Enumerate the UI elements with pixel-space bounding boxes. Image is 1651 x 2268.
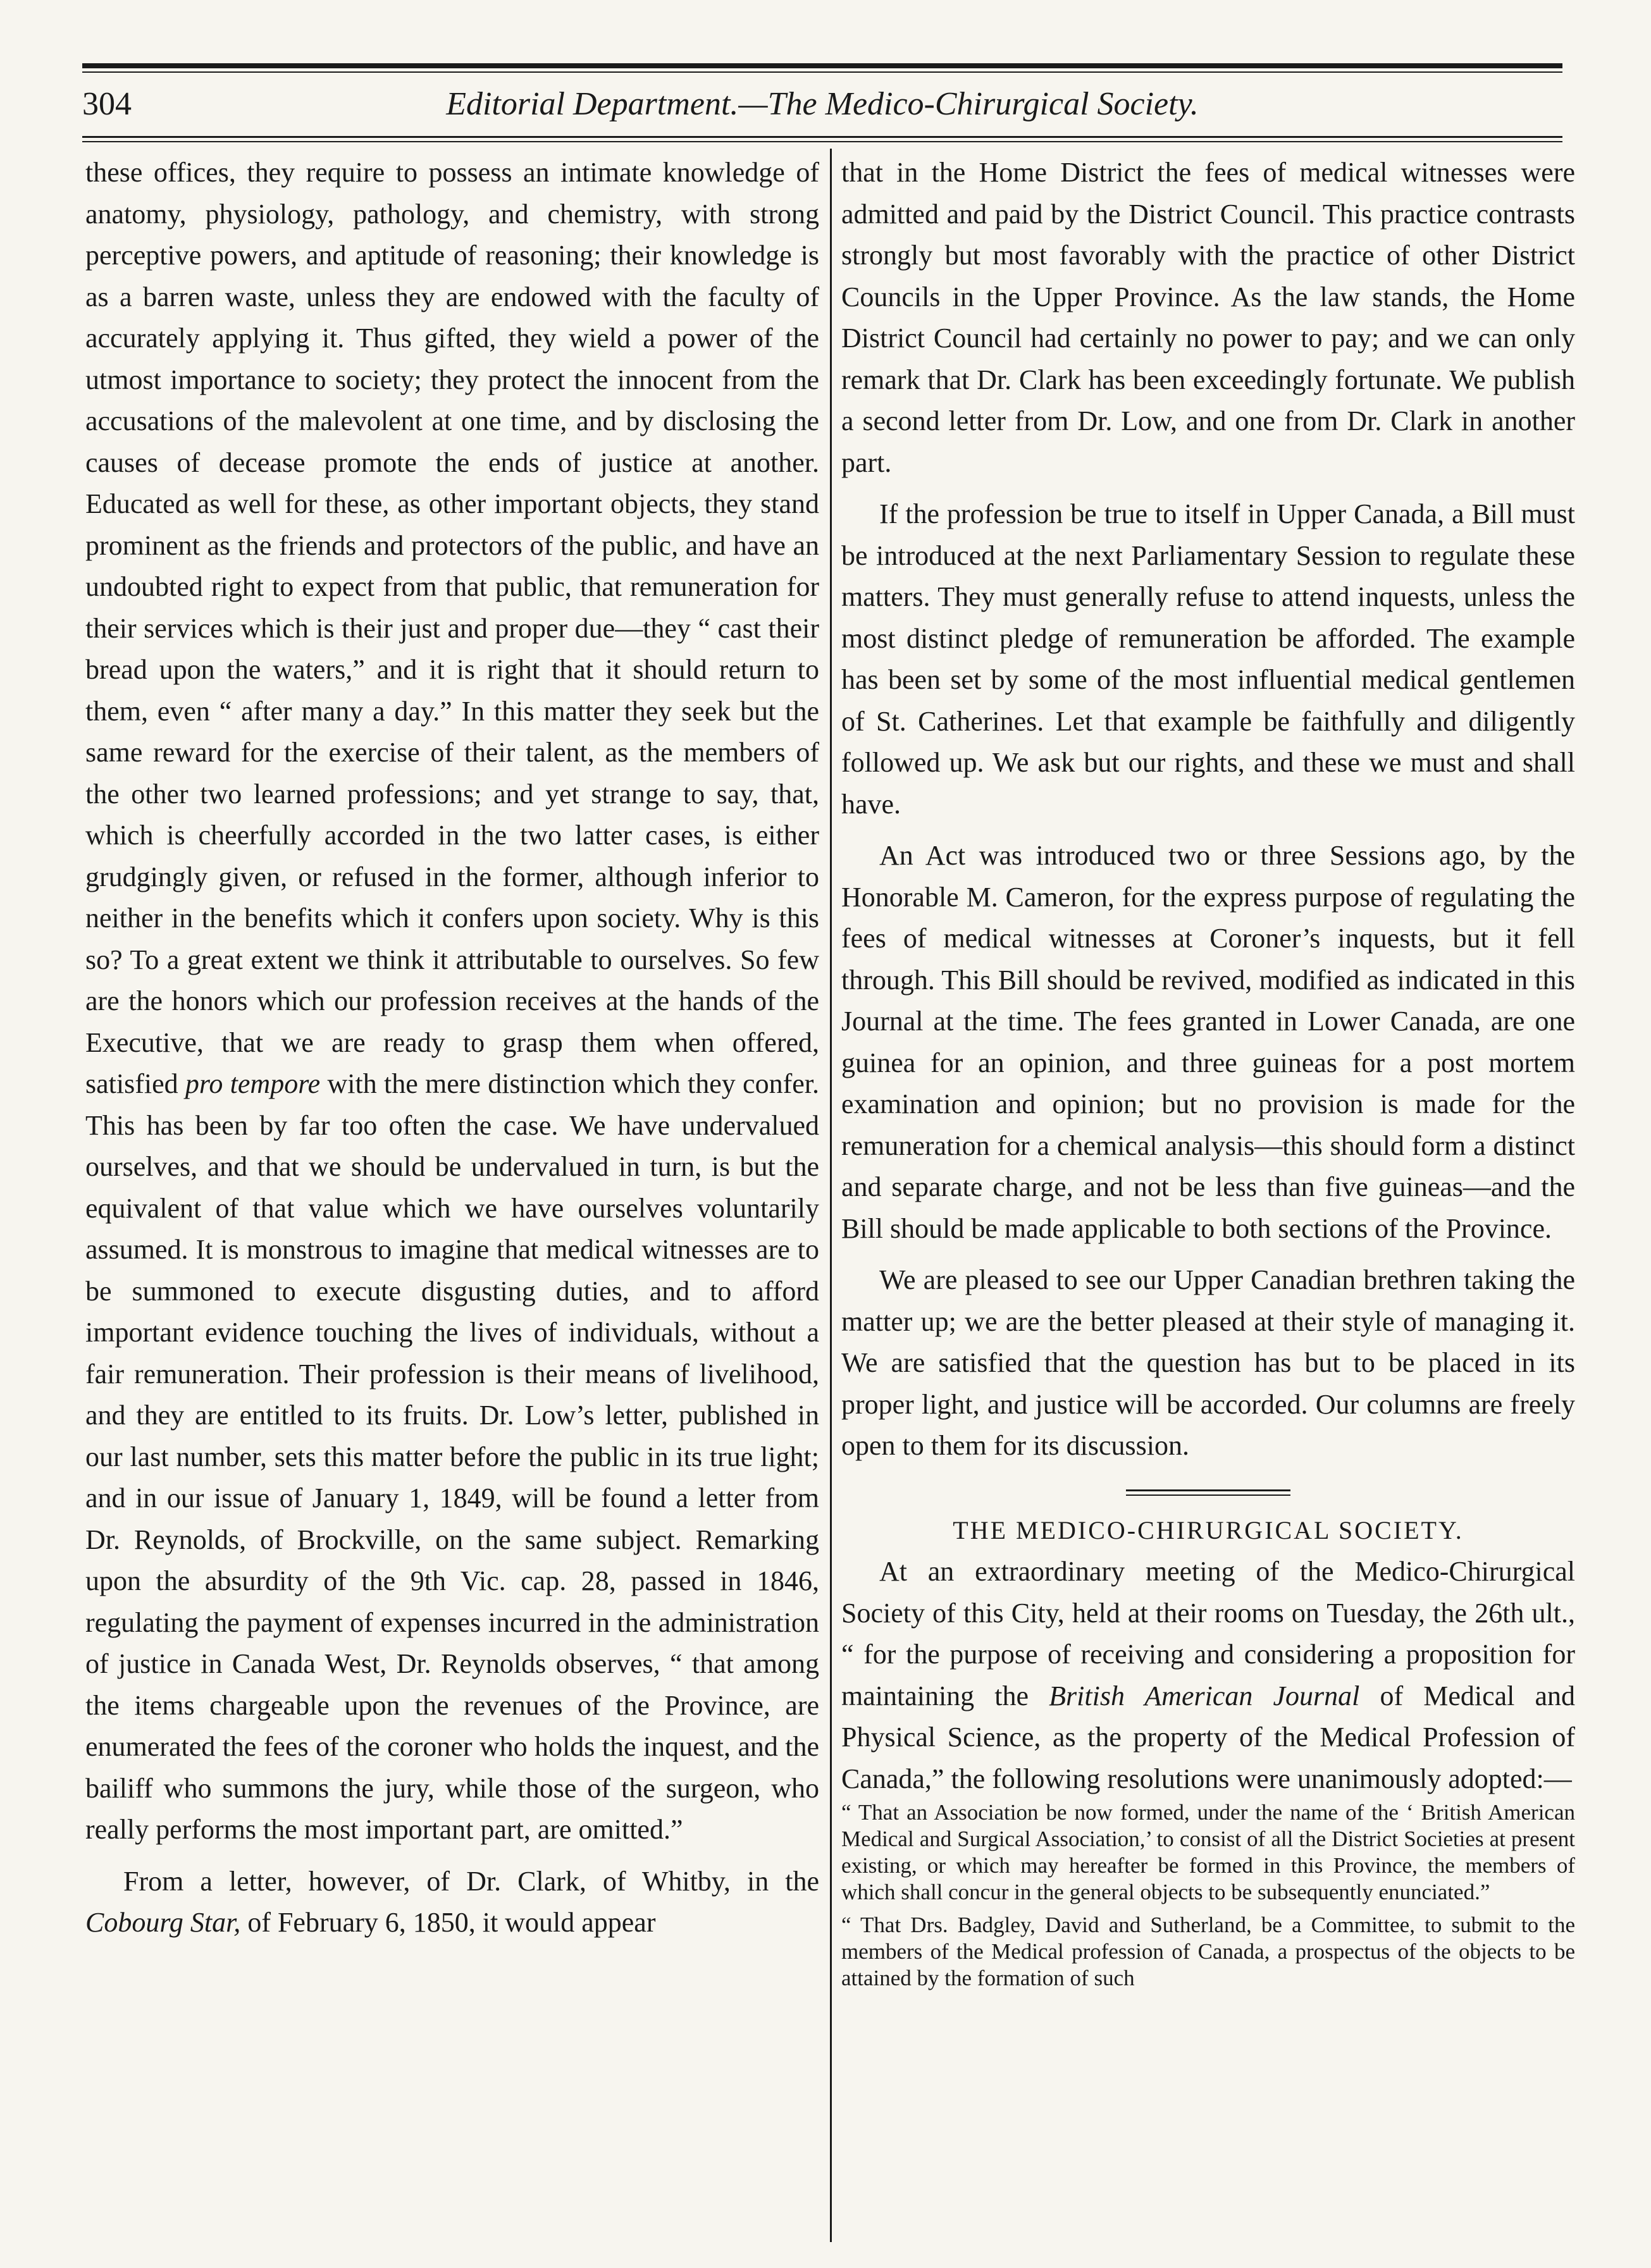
resolution-2: “ That Drs. Badgley, David and Sutherland, be a Committee, to submit to the members of the Medical profession of Canada, a prospectus of the objects to be attained by the formation of such xyxy=(841,1913,1575,1990)
right-paragraph-3: An Act was introduced two or three Sessions ago, by the Honorable M. Cameron, for the express purpose of regulating the fees of medical witnesses at Coroner’s inquests, but it fell through. This Bill should be revived, modified as indicated in this Journal at the time. The fees granted in Lower Canada, are one guinea for an opinion, and three guineas for a post mortem examination and opinion; but no provision is made for the remuneration for a chemical analysis—this should form a distinct and separate charge, and not be less than five guineas—and the Bill should be made applicable to both sections of the Province. xyxy=(841,840,1575,1244)
section-rule xyxy=(1126,1489,1290,1496)
right-paragraph-5-text-a: At an extraordinary meeting of the Medico-Chirurgical Society of this City, held at their rooms on Tuesday, the 26th ult., “ for the purpose of receiving and considering a proposition for maintaining the xyxy=(841,1556,1575,1711)
left-paragraph-1-text-a: these offices, they require to possess an intimate knowledge of anatomy, physiology, pathology, and chemistry, with strong perceptive powers, and aptitude of reasoning; their knowledge is as a barren waste, unless they are endowed with the faculty of accurately applying it. Thus gifted, they wield a power of the utmost importance to society; they protect the innocent from the accusations of the malevolent at one time, and by disclosing the causes of decease promote the ends of justice at another. Educated as well for these, as other important objects, they stand prominent as the friends and protectors of the public, and have an undoubted right to expect from that public, that remuneration for their services which is their just and proper due—they “ cast their bread upon the waters,” and it is right that it should return to them, even “ after many a day.” In this matter they seek but the same reward for the exercise of their talent, as the members of the other two learned professions; and yet strange to say, that, which is cheerfully accorded in the two latter cases, is either grudgingly given, or refused in the former, although inferior to neither in the benefits which it confers upon society. Why is this so? To a great extent we think it attributable to ourselves. So few are the honors which our profession receives at the hands of the Executive, that we are ready to grasp them when offered, satisfied xyxy=(85,157,819,1099)
right-paragraph-5-italic: British American Journal xyxy=(1049,1680,1360,1711)
right-paragraph-1: that in the Home District the fees of medical witnesses were admitted and paid by the District Council. This practice contrasts strongly but most favorably with the practice of other District Councils in the Upper Province. As the law stands, the Home District Council had certainly no power to pay; and we can only remark that Dr. Clark has been exceedingly fortunate. We publish a second letter from Dr. Low, and one from Dr. Clark in another part. xyxy=(841,157,1575,478)
left-paragraph-2 xyxy=(85,1861,819,1944)
left-paragraph-2-italic: Cobourg Star, xyxy=(85,1907,241,1938)
top-rule xyxy=(82,63,1562,73)
left-column xyxy=(85,152,819,1944)
right-paragraph-5 xyxy=(841,1551,1575,1799)
left-paragraph-1-text-b: with the mere distinction which they confer. This has been by far too often the case. We have undervalued ourselves, and that we should be undervalued in turn, is but the equivalent of that value which we have ourselves voluntarily assumed. It is monstrous to imagine that medical witnesses are to be summoned to execute disgusting duties, and to afford important evidence touching the lives of individuals, without a fair remuneration. Their profession is their means of livelihood, and they are entitled to its fruits. Dr. Low’s letter, published in our last number, sets this matter before the public in its true light; and in our issue of January 1, 1849, will be found a letter from Dr. Reynolds, of Brockville, on the same subject. Remarking upon the absurdity of the 9th Vic. cap. 28, passed in 1846, regulating the payment of expenses incurred in the administration of justice in Canada West, Dr. Reynolds observes, “ that among the items chargeable upon the revenues of the Province, are enumerated the fees of the coroner who holds the inquest, and the bailiff who summons the jury, while those of the surgeon, who really performs the most important part, are omitted.” xyxy=(85,1068,819,1845)
header-rule xyxy=(82,136,1562,142)
right-column xyxy=(841,152,1575,1992)
left-paragraph-2-text-a: From a letter, however, of Dr. Clark, of Whitby, in the xyxy=(123,1865,819,1897)
page-number: 304 xyxy=(82,86,132,122)
column-divider xyxy=(830,149,832,2242)
right-paragraph-5-text-b: of Medical and Physical Science, as the property of the Medical Profession of Canada,” the following resolutions were unanimously adopted:— xyxy=(841,1680,1576,1794)
page-header xyxy=(82,82,1562,126)
left-paragraph-1-italic: pro tempore xyxy=(185,1068,321,1099)
right-paragraph-2: If the profession be true to itself in Upper Canada, a Bill must be introduced at the next Parliamentary Session to regulate these matters. They must generally refuse to attend inquests, unless the most distinct pledge of remuneration be afforded. The example has been set by some of the most influential medical gentlemen of St. Catherines. Let that example be faithfully and diligently followed up. We ask but our rights, and these we must and shall have. xyxy=(841,498,1575,820)
section-title: THE MEDICO-CHIRURGICAL SOCIETY. xyxy=(953,1515,1464,1544)
left-paragraph-1 xyxy=(85,152,819,1851)
running-head: Editorial Department.—The Medico-Chirurgical Society. xyxy=(446,86,1199,122)
right-paragraph-4: We are pleased to see our Upper Canadian brethren taking the matter up; we are the better pleased at their style of managing it. We are satisfied that the question has but to be placed in its proper light, and justice will be accorded. Our columns are freely open to them for its discussion. xyxy=(841,1264,1575,1461)
resolution-1: “ That an Association be now formed, under the name of the ‘ British American Medical and Surgical Association,’ to consist of all the District Societies at present existing, or which may hereafter be formed in this Province, the members of which shall concur in the general objects to be subsequently enunciated.” xyxy=(841,1800,1575,1904)
left-paragraph-2-text-b: of February 6, 1850, it would appear xyxy=(240,1907,656,1938)
